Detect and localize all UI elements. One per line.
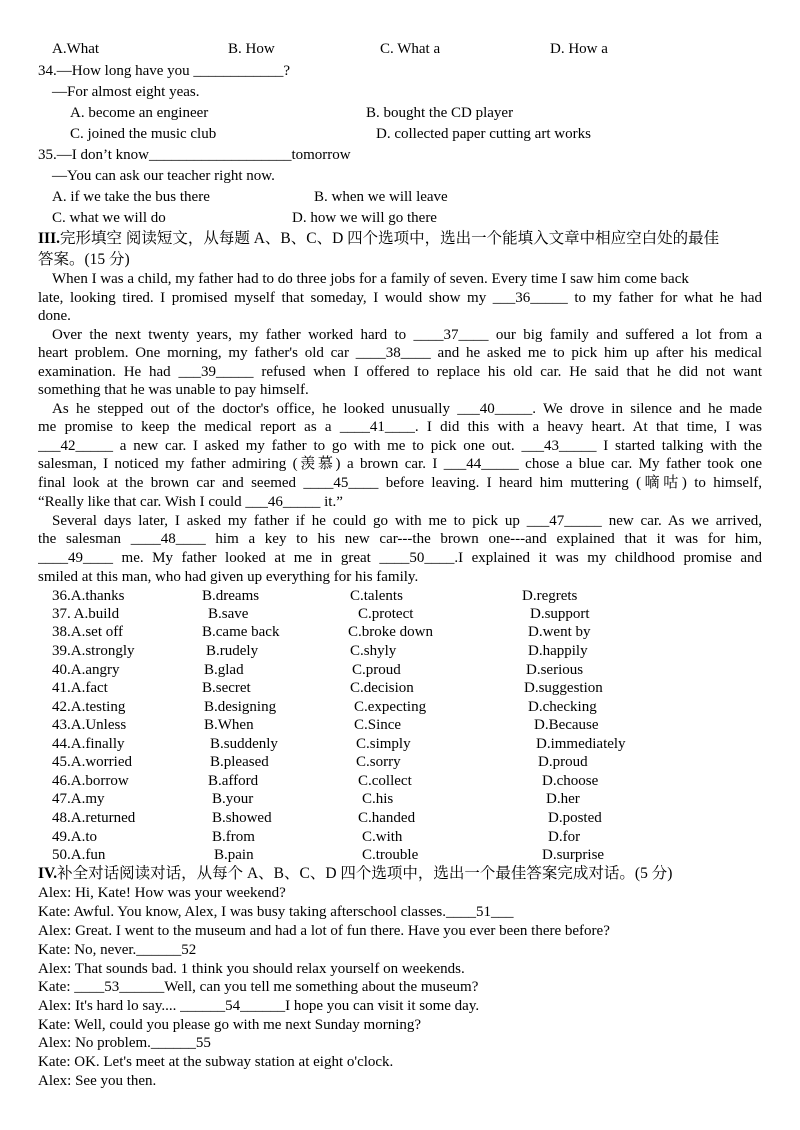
option-d: D.serious bbox=[526, 662, 584, 678]
option-a: 41.A.fact bbox=[52, 680, 108, 696]
passage-line: final look at the brown car and seemed ____45____ before leaving. I heard him muttering (嘀咕) to himself, bbox=[38, 475, 762, 491]
option-c: C.Since bbox=[354, 717, 402, 733]
option-d: D.immediately bbox=[536, 736, 626, 752]
option-d: D.suggestion bbox=[524, 680, 603, 696]
option-b: B. bought the CD player bbox=[366, 105, 514, 121]
option-a: 42.A.testing bbox=[52, 699, 126, 715]
passage-line: something that he was unable to pay himself. bbox=[38, 382, 309, 398]
passage-line: heart problem. One morning, my father's old car ____38____ and he asked me to pick him up after his medical bbox=[38, 345, 762, 361]
cloze-option-row bbox=[52, 605, 776, 623]
passage-line: late, looking tired. I promised myself that someday, I would show my ___36_____ to my father for what he had bbox=[38, 290, 762, 306]
option-d: D.support bbox=[530, 606, 590, 622]
option-b: B.showed bbox=[212, 810, 272, 826]
option-b: B.pleased bbox=[210, 754, 269, 770]
passage-line: As he stepped out of the doctor's office, he looked unusually ___40_____. We drove in silence and he made bbox=[52, 401, 762, 417]
option-a: A. if we take the bus there bbox=[52, 189, 210, 205]
option-d: D. collected paper cutting art works bbox=[376, 126, 591, 142]
q35-options-row1 bbox=[52, 188, 776, 206]
option-c: C.protect bbox=[358, 606, 414, 622]
passage-line: “Really like that car. Wish I could ___46_____ it.” bbox=[38, 494, 343, 510]
option-c: C.collect bbox=[358, 773, 412, 789]
option-b: B. How bbox=[228, 41, 275, 57]
passage-line: ____49____ me. My father looked at me in great ____50____.I explained it was my childhood promise and bbox=[38, 550, 762, 566]
q34-stem: 34.—How long have you ____________? bbox=[38, 63, 291, 79]
q34-options-row1 bbox=[70, 104, 794, 122]
option-b: B.dreams bbox=[202, 588, 260, 604]
option-c: C. What a bbox=[380, 41, 441, 57]
passage-line: Over the next twenty years, my father worked hard to ____37____ our big family and suffered a lot from a bbox=[52, 327, 762, 343]
section4-heading bbox=[38, 865, 762, 884]
dialogue-line: Kate: ____53______Well, can you tell me something about the museum? bbox=[38, 979, 479, 995]
option-c: C.sorry bbox=[356, 754, 401, 770]
option-d: D.went by bbox=[528, 624, 591, 640]
option-b: B.pain bbox=[214, 847, 254, 863]
dialogue-line: Kate: Well, could you please go with me next Sunday morning? bbox=[38, 1017, 422, 1033]
option-d: D.for bbox=[548, 829, 581, 845]
cloze-option-row bbox=[52, 772, 776, 790]
q35-options-row2 bbox=[52, 209, 776, 227]
passage-line: examination. He had ___39_____ refused when I offered to replace his old car. He said that he did not want bbox=[38, 364, 762, 380]
option-c: C.with bbox=[362, 829, 403, 845]
cloze-option-row bbox=[52, 735, 776, 753]
option-d: D.posted bbox=[548, 810, 602, 826]
option-c: C. joined the music club bbox=[70, 126, 217, 142]
dialogue-line: Alex: It's hard lo say.... ______54______I hope you can visit it some day. bbox=[38, 998, 480, 1014]
option-b: B.save bbox=[208, 606, 249, 622]
passage-line: smiled at this man, who had given up everything for his family. bbox=[38, 569, 419, 585]
option-b: B.came back bbox=[202, 624, 280, 640]
option-d: D.Because bbox=[534, 717, 599, 733]
option-b: B.your bbox=[212, 791, 254, 807]
dialogue-line: Kate: No, never.______52 bbox=[38, 942, 197, 958]
dialogue-line: Alex: Hi, Kate! How was your weekend? bbox=[38, 885, 286, 901]
option-a: 44.A.finally bbox=[52, 736, 125, 752]
option-c: C.broke down bbox=[348, 624, 433, 640]
q34-options-row2 bbox=[70, 125, 794, 143]
option-b: B.suddenly bbox=[210, 736, 278, 752]
passage-line: Several days later, I asked my father if he could go with me to pick up ___47_____ new car. As we arrived, bbox=[52, 513, 762, 529]
option-c: C.expecting bbox=[354, 699, 427, 715]
option-a: 50.A.fun bbox=[52, 847, 106, 863]
option-a: 39.A.strongly bbox=[52, 643, 135, 659]
option-a: 49.A.to bbox=[52, 829, 97, 845]
option-a: 40.A.angry bbox=[52, 662, 120, 678]
dialogue-line: Alex: No problem.______55 bbox=[38, 1035, 211, 1051]
option-a: 47.A.my bbox=[52, 791, 105, 807]
option-d: D.her bbox=[546, 791, 580, 807]
cloze-option-row bbox=[52, 828, 776, 846]
option-b: B.designing bbox=[204, 699, 277, 715]
cloze-option-row bbox=[52, 623, 776, 641]
cloze-option-row bbox=[52, 661, 776, 679]
cloze-option-row bbox=[52, 698, 776, 716]
cloze-option-row bbox=[52, 846, 776, 864]
option-c: C.handed bbox=[358, 810, 416, 826]
option-d: D.happily bbox=[528, 643, 588, 659]
option-a: 48.A.returned bbox=[52, 810, 136, 826]
option-a: A. become an engineer bbox=[70, 105, 209, 121]
option-c: C.simply bbox=[356, 736, 411, 752]
option-d: D.choose bbox=[542, 773, 599, 789]
q33-options bbox=[52, 40, 776, 58]
cloze-option-row bbox=[52, 642, 776, 660]
section4-instruction: 补全对话阅读对话，从每个 A、B、C、D 四个选项中，选出一个最佳答案完成对话。(5 分) bbox=[57, 865, 673, 882]
option-c: C. what we will do bbox=[52, 210, 166, 226]
option-b: B.rudely bbox=[206, 643, 259, 659]
option-c: C.trouble bbox=[362, 847, 419, 863]
option-b: B.When bbox=[204, 717, 254, 733]
option-b: B.glad bbox=[204, 662, 244, 678]
option-a: A.What bbox=[52, 41, 100, 57]
cloze-option-row bbox=[52, 679, 776, 697]
section3-heading-cont: 答案。(15 分) bbox=[38, 251, 130, 268]
option-a: 37. A.build bbox=[52, 606, 120, 622]
option-a: 38.A.set off bbox=[52, 624, 123, 640]
option-d: D.proud bbox=[538, 754, 588, 770]
dialogue-line: Alex: Great. I went to the museum and had a lot of fun there. Have you ever been there before? bbox=[38, 923, 610, 939]
option-b: B.afford bbox=[208, 773, 259, 789]
cloze-option-row bbox=[52, 753, 776, 771]
option-c: C.shyly bbox=[350, 643, 397, 659]
option-c: C.proud bbox=[352, 662, 401, 678]
option-a: 43.A.Unless bbox=[52, 717, 127, 733]
option-a: 45.A.worried bbox=[52, 754, 132, 770]
option-c: C.his bbox=[362, 791, 394, 807]
section4-number: IV. bbox=[38, 865, 58, 882]
option-c: C.talents bbox=[350, 588, 403, 604]
passage-line: When I was a child, my father had to do three jobs for a family of seven. Every time I saw him come back bbox=[52, 271, 689, 287]
option-a: 46.A.borrow bbox=[52, 773, 129, 789]
passage-line: ___42_____ a new car. I asked my father to go with me to pick one out. ___43_____ I started talking with the bbox=[38, 438, 762, 454]
q35-reply: —You can ask our teacher right now. bbox=[52, 168, 275, 184]
cloze-option-row bbox=[52, 790, 776, 808]
option-b: B. when we will leave bbox=[314, 189, 448, 205]
dialogue-line: Kate: Awful. You know, Alex, I was busy taking afterschool classes.____51___ bbox=[38, 904, 514, 920]
section3-number: III. bbox=[38, 230, 60, 247]
passage-line: salesman, I noticed my father admiring (羡慕) a brown car. I ___44_____ chose a blue car. My father took one bbox=[38, 456, 762, 472]
option-d: D.checking bbox=[528, 699, 597, 715]
cloze-option-row bbox=[52, 809, 776, 827]
passage-line: done. bbox=[38, 308, 71, 324]
cloze-option-row bbox=[52, 716, 776, 734]
option-b: B.from bbox=[212, 829, 255, 845]
dialogue-line: Alex: That sounds bad. 1 think you should relax yourself on weekends. bbox=[38, 961, 465, 977]
option-d: D.regrets bbox=[522, 588, 578, 604]
section3-heading bbox=[38, 230, 762, 249]
dialogue-line: Alex: See you then. bbox=[38, 1073, 157, 1089]
option-c: C.decision bbox=[350, 680, 414, 696]
option-a: 36.A.thanks bbox=[52, 588, 125, 604]
q35-stem: 35.—I don’t know___________________tomorrow bbox=[38, 147, 351, 163]
passage-line: the salesman ____48____ him a key to his new car---the brown one---and explained that it was for him, bbox=[38, 531, 762, 547]
section3-instruction: 完形填空 阅读短文，从每题 A、B、C、D 四个选项中，选出一个能填入文章中相应空白处的最佳 bbox=[59, 230, 720, 247]
cloze-option-row bbox=[52, 587, 776, 605]
passage-line: me promise to keep the medical report as a ____41____. I did this with a heavy heart. At that time, I was bbox=[38, 419, 762, 435]
q34-reply: —For almost eight yeas. bbox=[52, 84, 200, 100]
option-d: D.surprise bbox=[542, 847, 605, 863]
option-d: D. How a bbox=[550, 41, 608, 57]
option-b: B.secret bbox=[202, 680, 251, 696]
option-d: D. how we will go there bbox=[292, 210, 437, 226]
dialogue-line: Kate: OK. Let's meet at the subway station at eight o'clock. bbox=[38, 1054, 394, 1070]
